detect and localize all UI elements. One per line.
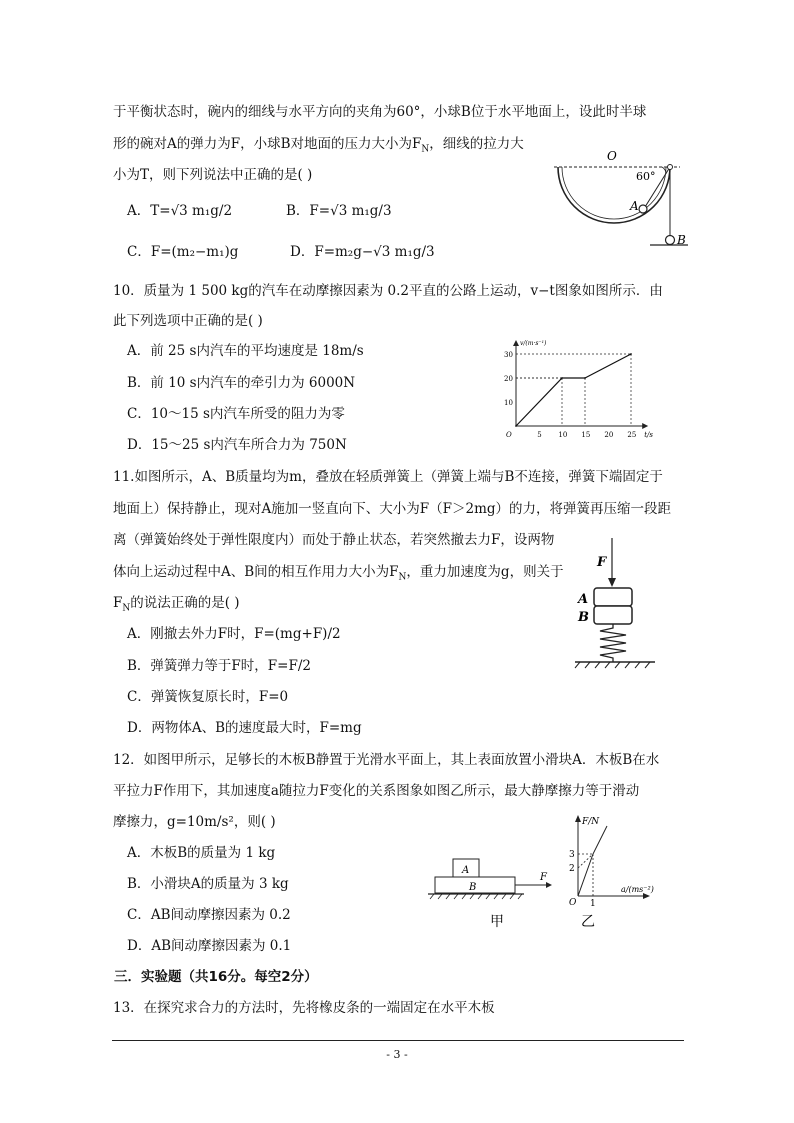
q9-option-c: C．F=(m₂−m₁)g bbox=[127, 244, 239, 260]
q10-option-c: C．10～15 s内汽车所受的阻力为零 bbox=[127, 406, 345, 422]
q12-steep-segment bbox=[578, 854, 593, 896]
q9-bowl-figure bbox=[550, 150, 690, 255]
q12-label-b: B bbox=[469, 882, 477, 893]
q12-caption-jia: 甲 bbox=[490, 914, 504, 930]
q12-label-f: F bbox=[540, 872, 547, 883]
q12-option-d: D．AB间动摩擦因素为 0.1 bbox=[127, 938, 292, 954]
q11-label-a: A bbox=[578, 592, 589, 607]
q12-caption-yi: 乙 bbox=[581, 914, 595, 930]
q9-option-a: A．T=√3 m₁g/2 bbox=[127, 203, 233, 219]
q12-origin: O bbox=[569, 898, 577, 908]
q12-tick-2: 2 bbox=[569, 864, 575, 874]
q11-ground-hatch bbox=[575, 662, 650, 668]
q11-option-d: D．两物体A、B的速度最大时，F=mg bbox=[127, 720, 362, 736]
q9-ball-a bbox=[639, 205, 647, 213]
q11-spring bbox=[600, 624, 626, 662]
q11-block-b bbox=[594, 606, 632, 624]
q13-line-1: 13．在探究求合力的方法时，先将橡皮条的一端固定在水平木板 bbox=[113, 1000, 495, 1016]
q9-line-3: 小为T，则下列说法中正确的是( ) bbox=[113, 167, 313, 183]
q9-option-b: B．F=√3 m₁g/3 bbox=[286, 203, 392, 219]
q9-label-b: B bbox=[677, 233, 686, 247]
q10-line-1: 10．质量为 1 500 kg的汽车在动摩擦因素为 0.2平直的公路上运动，v−t图象如图所示．由 bbox=[113, 283, 663, 299]
q9-label-a: A bbox=[630, 199, 639, 213]
q12-axis-label-a: a/(ms⁻²) bbox=[621, 885, 654, 894]
q11-line-4: 体向上运动过程中A、B间的相互作用力大小为$F_N$，重力加速度为g，则关于 bbox=[113, 564, 564, 583]
section-3-title: 三．实验题（共16分。每空2分） bbox=[114, 969, 318, 985]
q9-ball-b bbox=[666, 236, 675, 245]
vt-ytick-label: 30 bbox=[504, 351, 513, 359]
q12-line-3: 摩擦力，g=10m/s²，则( ) bbox=[113, 814, 276, 830]
q12-axis-label-f: F/N bbox=[582, 817, 600, 827]
vt-xlabel: t/s bbox=[644, 431, 653, 439]
vt-series-segment bbox=[516, 378, 562, 426]
q10-line-2: 此下列选项中正确的是( ) bbox=[113, 313, 263, 329]
q11-line-3: 离（弹簧始终处于弹性限度内）而处于静止状态，若突然撤去力F，设两物 bbox=[113, 532, 555, 548]
vt-data-point bbox=[630, 353, 632, 355]
q11-line-5: $F_N$的说法正确的是( ) bbox=[113, 595, 240, 614]
q12-figure-yi bbox=[565, 810, 660, 930]
q12-upper-segment bbox=[593, 826, 607, 854]
vt-x-arrowhead bbox=[642, 423, 648, 429]
vt-xtick-label: 10 bbox=[558, 431, 568, 439]
vt-series-segment bbox=[585, 354, 631, 378]
q12-tick-3: 3 bbox=[569, 850, 575, 860]
q10-vt-chart bbox=[500, 336, 660, 439]
q11-spring-figure bbox=[570, 538, 660, 673]
q12-line-2: 平拉力F作用下，其加速度a随拉力F变化的关系图象如图乙所示，最大静摩擦力等于滑动 bbox=[113, 783, 640, 799]
q12-option-c: C．AB间动摩擦因素为 0.2 bbox=[127, 907, 291, 923]
q11-label-f: F bbox=[597, 555, 607, 570]
vt-ylabel: v/(m·s⁻¹) bbox=[520, 340, 547, 347]
q12-label-a: A bbox=[462, 865, 470, 876]
q9-label-o: O bbox=[607, 149, 617, 163]
q11-line-2: 地面上）保持静止，现对A施加一竖直向下、大小为F（F＞2mg）的力，将弹簧再压缩一段距 bbox=[113, 501, 672, 517]
q9-option-d: D．F=m₂g−√3 m₁g/3 bbox=[290, 244, 435, 260]
q9-pulley bbox=[668, 165, 673, 170]
vt-data-point bbox=[584, 377, 586, 379]
q11-label-b: B bbox=[578, 610, 589, 625]
q12-option-b: B．小滑块A的质量为 3 kg bbox=[127, 876, 289, 892]
q10-option-d: D．15～25 s内汽车所合力为 750N bbox=[127, 437, 347, 453]
q9-label-angle: 60° bbox=[636, 170, 656, 183]
q10-option-b: B．前 10 s内汽车的牵引力为 6000N bbox=[127, 375, 356, 391]
q11-option-c: C．弹簧恢复原长时，F=0 bbox=[127, 689, 289, 705]
q12-tick-1: 1 bbox=[590, 899, 596, 909]
page-number: - 3 - bbox=[386, 1048, 408, 1061]
q12-y-arrowhead bbox=[575, 815, 581, 822]
q9-line-2: 形的碗对A的弹力为F，小球B对地面的压力大小为$F_N$，细线的拉力大 bbox=[113, 136, 524, 155]
vt-xtick-label: 25 bbox=[627, 431, 637, 439]
vt-data-point bbox=[561, 377, 563, 379]
vt-xtick-label: 15 bbox=[581, 431, 591, 439]
q12-line-1: 12．如图甲所示，足够长的木板B静置于光滑水平面上，其上表面放置小滑块A．木板B在水 bbox=[113, 752, 660, 768]
vt-ytick-label: 10 bbox=[504, 399, 513, 407]
q11-option-a: A．刚撤去外力F时，F=(mg+F)/2 bbox=[127, 626, 341, 642]
q11-block-a bbox=[594, 588, 632, 606]
q12-option-a: A．木板B的质量为 1 kg bbox=[127, 845, 276, 861]
q9-line-1: 于平衡状态时，碗内的细线与水平方向的夹角为60°，小球B位于水平地面上，设此时半球 bbox=[113, 104, 647, 120]
q11-option-b: B．弹簧弹力等于F时，F=F/2 bbox=[127, 658, 311, 674]
vt-data-point bbox=[515, 425, 517, 427]
footer-rule bbox=[112, 1040, 684, 1041]
q12-floor-hatch bbox=[430, 894, 522, 899]
q10-option-a: A．前 25 s内汽车的平均速度是 18m/s bbox=[127, 343, 364, 359]
q12-figure-jia bbox=[428, 850, 563, 935]
q11-line-1: 11.如图所示，A、B质量均为m，叠放在轻质弹簧上（弹簧上端与B不连接，弹簧下端固定于 bbox=[113, 469, 663, 485]
vt-ytick-label: 20 bbox=[504, 375, 513, 383]
vt-xtick-label: 5 bbox=[537, 431, 542, 439]
vt-xtick-label: O bbox=[506, 431, 512, 439]
vt-xtick-label: 20 bbox=[604, 431, 614, 439]
q11-force-arrowhead bbox=[608, 578, 616, 587]
vt-y-arrowhead bbox=[513, 340, 519, 346]
